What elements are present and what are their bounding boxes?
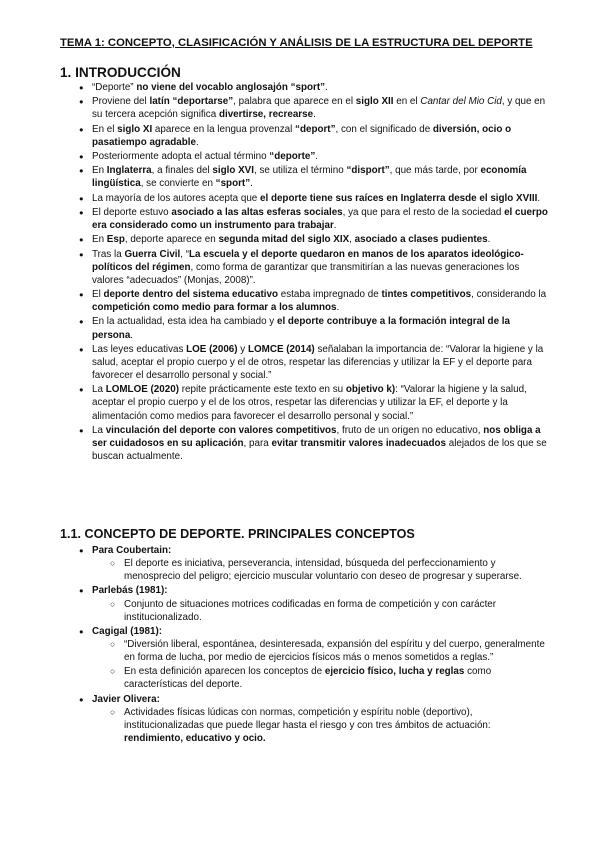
bullet-item [60,248,550,287]
bullet-item [60,164,550,190]
text-run: , ya que para el resto de la sociedad [342,206,505,218]
text-run: Conjunto de situaciones motrices codificadas en forma de competición y con carácter institucionalizado. [124,598,497,623]
text-run: , fruto de un origen no educativo, [336,424,484,436]
text-run: . [250,178,253,190]
text-run: Tras la [92,248,125,260]
text-run: La mayoría de los autores acepta que [92,192,260,204]
bullet-item [60,206,550,232]
bold-text: “deporte” [269,151,316,163]
definition-item [92,665,550,691]
bullet-item [60,315,550,341]
bold-text: vinculación del deporte con valores competitivos [105,424,337,436]
author-definition-list [92,598,550,624]
bullet-item [60,383,550,422]
text-run: En [92,234,107,246]
concepto-author-list [60,544,550,746]
bold-text: segunda mitad del siglo XIX [218,234,350,246]
bold-text: deporte dentro del sistema educativo [103,289,278,301]
bold-text: rendimiento, educativo y ocio. [124,732,266,744]
bold-text: nos obliga a ser cuidadosos en su aplicación [92,424,541,449]
text-run: La [92,384,106,396]
text-run: , considerando la [471,289,547,301]
bold-text: “sport” [215,178,251,190]
text-run: , “ [180,248,190,260]
text-run: , y que en su tercera acepción significa [92,96,546,121]
definition-item [92,598,550,624]
text-run: El [92,289,104,301]
text-run: , palabra que aparece en el [233,96,356,108]
bold-text: economía lingüística [92,165,527,190]
text-run: : “Valorar la higiene y la salud, aceptar el propio cuerpo y el de los otros, respetar las diferencias y utilizar la EF, el deporte y la alimentación como medios para favorecer el desarrollo personal y social.” [92,384,527,422]
bullet-item [60,343,550,382]
bold-text: evitar transmitir valores inadecuados [271,437,446,449]
section-heading-introduccion: 1. INTRODUCCIÓN [60,65,181,80]
bullet-item [60,81,550,94]
bold-text: La escuela y el deporte quedaron en manos de los aparatos ideológico-políticos del régimen [92,248,524,273]
author-item [60,584,550,623]
text-run: “Diversión liberal, espontánea, desinteresada, expansión del espíritu y del cuerpo, generalmente en forma de lucha, por medio de ejercicios físicos más o menos sometidos a reglas.” [124,639,545,664]
author-definition-list [92,638,550,691]
bold-text: asociado a las altas esferas sociales [171,206,343,218]
bold-text: asociado a clases pudientes [354,234,488,246]
author-definition-list [92,557,550,583]
bullet-item [60,424,550,463]
text-run: Actividades físicas lúdicas con normas, competición y espíritu noble (deportivo), institucionalizadas que puede llegar hasta el riesgo y con tres ámbitos de actuación: [124,706,491,731]
text-run: En esta definición aparecen los conceptos de [124,666,325,678]
bold-text: “deport” [295,123,336,135]
text-run: en el [393,96,421,108]
author-name: Para Coubertain: [92,545,172,556]
text-run: . [195,136,199,148]
text-run: Proviene del [92,96,150,108]
text-run: . [333,220,337,232]
bullet-item [60,233,550,246]
text-run: señalaban la importancia de: “Valorar la higiene y la salud, aceptar el propio cuerpo y el de otros, respetar las diferencias y utilizar la EF y el deporte para favorecer el desarrollo personal y social.” [92,343,544,382]
bold-text: LOMLOE (2020) [105,384,179,396]
text-run: estaba impregnado de [278,289,382,301]
bullet-item [60,192,550,205]
text-run: En el [92,123,118,135]
text-run: , se convierte en [140,178,216,190]
bold-text: latín “deportarse” [149,96,234,108]
text-run: El deporte estuvo [92,206,172,218]
bold-text: Esp [106,234,125,246]
text-run: , con el significado de [335,123,433,135]
author-name: Parlebás (1981): [92,585,168,597]
text-run: alejados de los que se buscan actualmente. [92,437,547,462]
text-run: . [315,151,318,163]
definition-item [92,557,550,583]
bold-text: LOMCE (2014) [247,343,315,355]
italic-text: Cantar del Mio Cid [420,96,502,108]
text-run: y [237,343,248,355]
bold-text: objetivo k) [345,384,396,396]
bold-text: el deporte contribuye a la formación integral de la persona [92,316,510,341]
document-title: TEMA 1: CONCEPTO, CLASIFICACIÓN Y ANÁLISIS DE LA ESTRUCTURA DEL DEPORTE [60,37,533,49]
author-item [60,693,550,745]
text-run: , a finales del [151,165,213,177]
bold-text: siglo XI [117,123,153,135]
author-definition-list [92,706,550,745]
bold-text: Guerra Civil [124,248,181,260]
bold-text: LOE (2006) [186,343,238,355]
text-run: repite prácticamente este texto en su [178,384,346,396]
text-run: En la actualidad, esta idea ha cambiado y [92,316,277,328]
author-name: Cagigal (1981): [92,625,163,637]
text-run: . [313,109,316,121]
author-name: Javier Olivera: [92,693,160,705]
text-run: , que más tarde, por [389,165,481,177]
text-run: , se utiliza el término [253,165,347,177]
author-item [60,544,550,583]
bold-text: el deporte tiene sus raíces en Inglaterra desde el siglo XVIII [260,192,538,204]
text-run: , como forma de garantizar que transmitirían a las nuevas generaciones los valores “adecuados” (Monjas, 2008)”. [92,261,520,286]
text-run: aparece en la lengua provenzal [152,123,296,135]
text-run: , para [243,437,272,449]
definition-item [92,638,550,664]
text-run: . [130,329,134,341]
text-run: En [92,165,107,177]
bold-text: Inglaterra [106,165,152,177]
bold-text: tintes competitivos [381,289,472,301]
bold-text: diversión, ocio o pasatiempo agradable [92,123,512,148]
text-run: La [92,424,106,436]
text-run: Posteriormente adopta el actual término [92,151,270,163]
text-run: como características del deporte. [124,666,492,691]
text-run: Las leyes educativas [92,343,187,355]
bullet-item [60,150,550,163]
bullet-item [60,123,550,149]
section-heading-concepto-deporte: 1.1. CONCEPTO DE DEPORTE. PRINCIPALES CONCEPTOS [60,527,415,541]
text-run: . [537,192,541,204]
author-item [60,625,550,691]
bold-text: competición como medio para formar a los alumnos [92,302,337,314]
text-run: . [336,302,340,314]
bullet-item [60,95,550,121]
text-run: , [349,234,355,246]
text-run: . [325,82,328,93]
text-run: . [487,234,491,246]
bold-text: no viene del vocablo anglosajón “sport” [136,82,326,93]
bold-text: el cuerpo era considerado como un instrumento para trabajar [92,206,548,232]
text-run: , deporte aparece en [124,234,219,246]
bullet-item [60,288,550,314]
introduccion-bullet-list [60,81,550,464]
bold-text: ejercicio físico, lucha y reglas [324,666,465,678]
bold-text: siglo XII [355,96,394,108]
text-run: “Deporte” [92,82,137,93]
text-run: El deporte es iniciativa, perseverancia, intensidad, búsqueda del perfeccionamiento y menosprecio del peligro; ejercicio muscular voluntario con deseo de progresar y superarse. [124,558,522,583]
bold-text: siglo XVI [212,165,254,177]
bold-text: “disport” [346,165,390,177]
bold-text: divertirse, recrearse [218,109,314,121]
definition-item [92,706,550,745]
